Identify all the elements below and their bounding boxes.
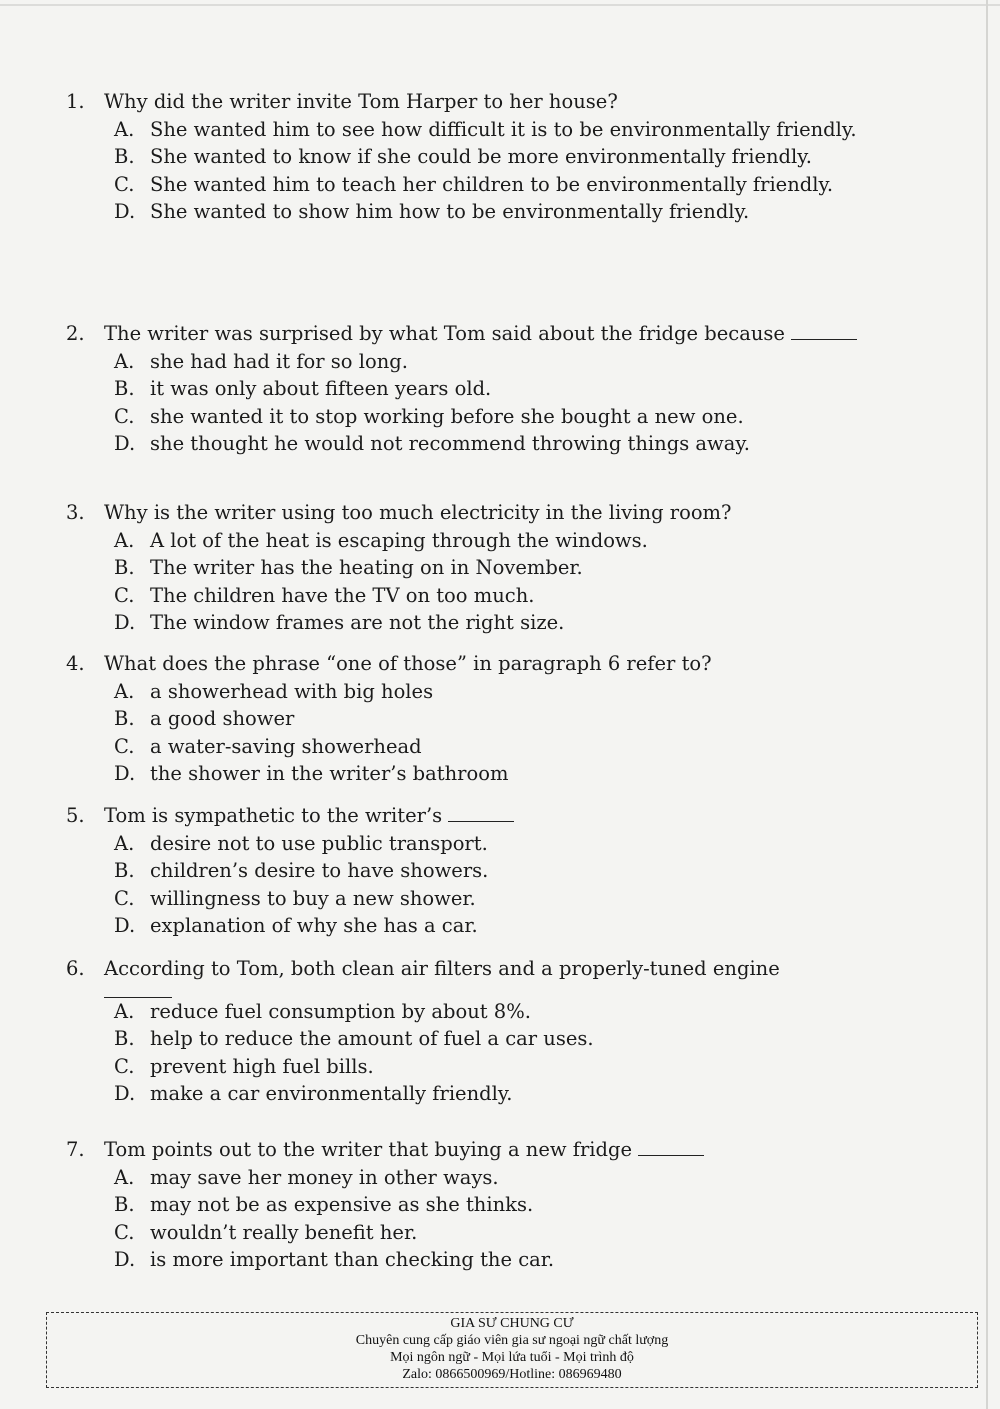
footer-title: GIA SƯ CHUNG CƯ [450, 1316, 574, 1331]
option-b: B. may not be as expensive as she thinks. [114, 1193, 534, 1216]
option-b: B. children’s desire to have showers. [114, 859, 489, 882]
option-c: C. prevent high fuel bills. [114, 1054, 374, 1078]
question-number: 7. [66, 1138, 85, 1161]
question-stem: Tom points out to the writer that buying a new fridge [104, 1138, 633, 1161]
option-a: A. desire not to use public transport. [114, 831, 488, 855]
option-b: B. help to reduce the amount of fuel a car uses. [114, 1027, 594, 1050]
question-4 [66, 650, 916, 788]
footer-contact: Zalo: 0866500969/Hotline: 086969480 [402, 1367, 622, 1382]
option-b: B. The writer has the heating on in November. [114, 556, 583, 579]
option-d: D. The window frames are not the right size. [114, 611, 565, 634]
question-stem: Tom is sympathetic to the writer’s [104, 804, 443, 827]
answer-blank [448, 805, 514, 822]
question-6 [66, 955, 916, 1108]
question-number: 6. [66, 957, 85, 980]
option-d: D. make a car environmentally friendly. [114, 1082, 513, 1105]
footer-ad-box [46, 1312, 978, 1388]
option-a: A. reduce fuel consumption by about 8%. [114, 999, 531, 1023]
top-border-line [0, 4, 1000, 6]
option-d: D. explanation of why she has a car. [114, 914, 478, 937]
question-stem: Why did the writer invite Tom Harper to her house? [104, 90, 618, 113]
footer-line-2: Mọi ngôn ngữ - Mọi lứa tuổi - Mọi trình độ [390, 1350, 634, 1365]
option-d: D. is more important than checking the car. [114, 1248, 555, 1271]
question-5 [66, 802, 916, 940]
question-number: 2. [66, 322, 85, 345]
option-a: A. She wanted him to see how difficult it is to be environmentally friendly. [114, 117, 857, 141]
question-2 [66, 320, 916, 458]
option-d: D. she thought he would not recommend throwing things away. [114, 432, 750, 455]
question-1 [66, 88, 916, 226]
question-3 [66, 499, 916, 637]
option-b: B. it was only about fifteen years old. [114, 377, 492, 400]
question-number: 4. [66, 652, 85, 675]
option-c: C. willingness to buy a new shower. [114, 886, 476, 910]
question-stem: According to Tom, both clean air filters and a properly-tuned engine [104, 957, 780, 980]
option-c: C. a water-saving showerhead [114, 734, 422, 758]
option-a: A. may save her money in other ways. [114, 1165, 499, 1189]
question-stem: Why is the writer using too much electricity in the living room? [104, 501, 732, 524]
option-c: C. The children have the TV on too much. [114, 583, 535, 607]
question-7 [66, 1136, 916, 1274]
option-a: A. a showerhead with big holes [114, 679, 434, 703]
question-number: 1. [66, 90, 85, 113]
option-c: C. She wanted him to teach her children to be environmentally friendly. [114, 172, 834, 196]
question-stem: What does the phrase “one of those” in paragraph 6 refer to? [104, 652, 712, 675]
option-d: D. the shower in the writer’s bathroom [114, 762, 509, 785]
answer-blank [791, 323, 857, 340]
option-c: C. she wanted it to stop working before she bought a new one. [114, 404, 744, 428]
answer-blank [104, 983, 172, 998]
option-a: A. A lot of the heat is escaping through the windows. [114, 528, 648, 552]
question-number: 3. [66, 501, 85, 524]
answer-blank [638, 1139, 704, 1156]
option-b: B. She wanted to know if she could be more environmentally friendly. [114, 145, 812, 168]
option-d: D. She wanted to show him how to be environmentally friendly. [114, 200, 750, 223]
footer-line-1: Chuyên cung cấp giáo viên gia sư ngoại ngữ chất lượng [355, 1333, 669, 1348]
option-c: C. wouldn’t really benefit her. [114, 1220, 418, 1244]
question-stem: The writer was surprised by what Tom said about the fridge because [104, 322, 785, 345]
option-a: A. she had had it for so long. [114, 349, 408, 373]
question-number: 5. [66, 804, 85, 827]
option-b: B. a good shower [114, 707, 295, 730]
right-edge-line [986, 0, 988, 1409]
